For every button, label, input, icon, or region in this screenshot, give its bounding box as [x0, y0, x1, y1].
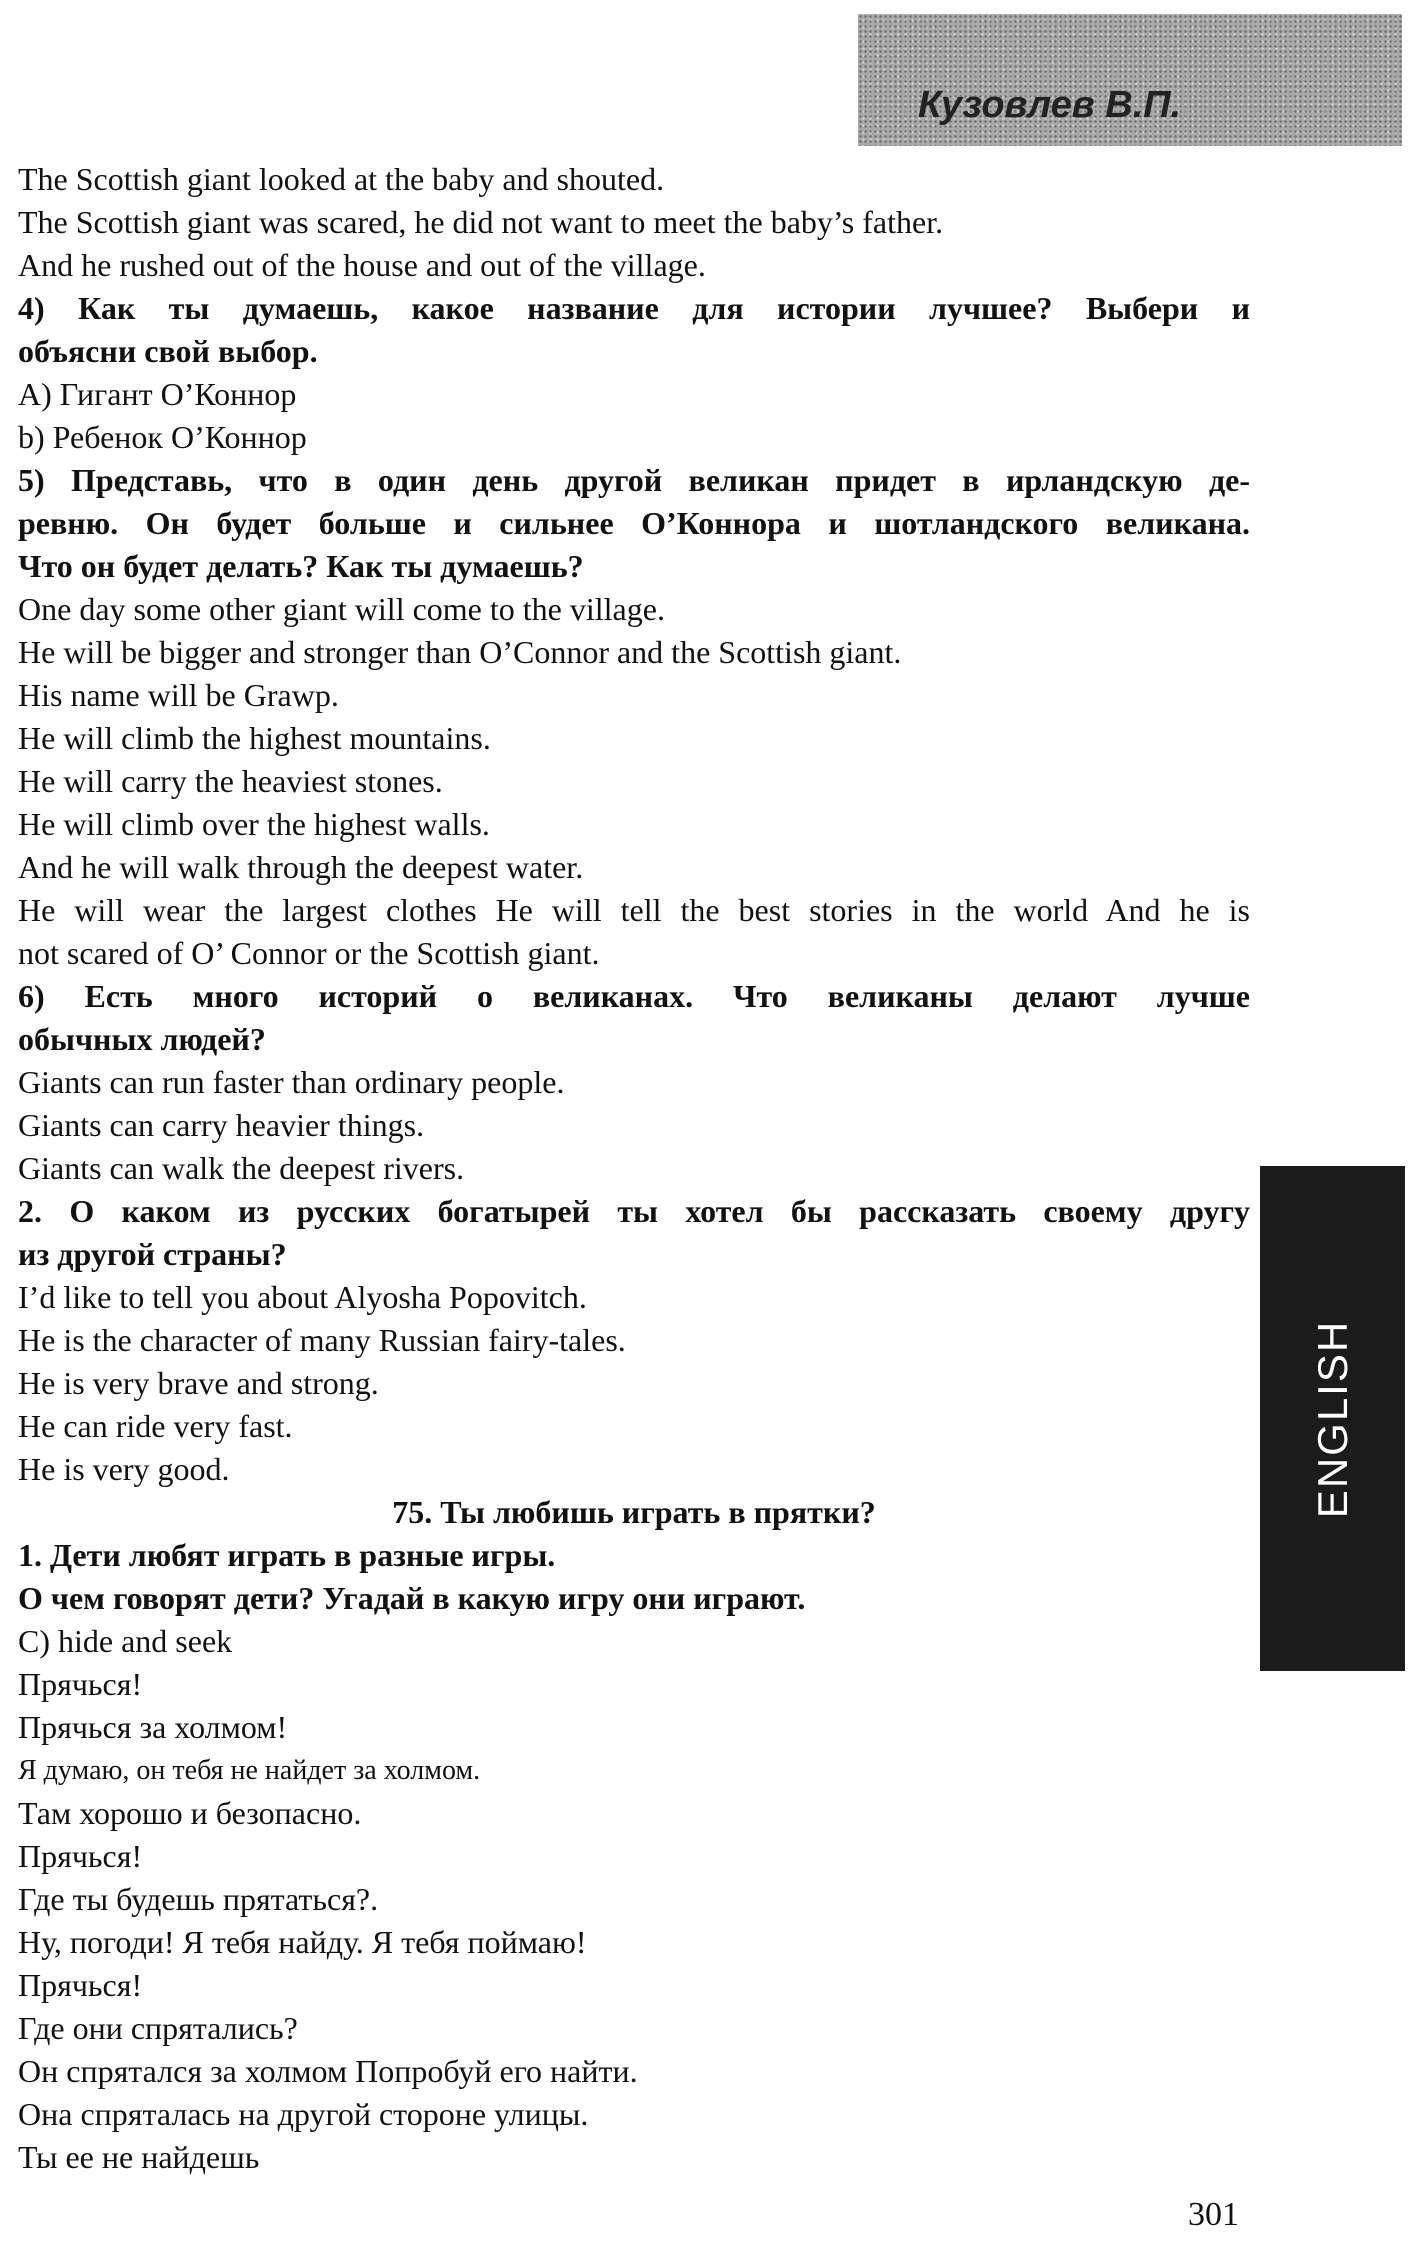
page-content: [18, 158, 1250, 2179]
text-line: Там хорошо и безопасно.: [18, 1795, 362, 1831]
text-line: Giants can run faster than ordinary people.: [18, 1064, 565, 1100]
text-line: His name will be Grawp.: [18, 677, 339, 713]
text-line: Я думаю, он тебя не найдет за холмом.: [18, 1755, 481, 1786]
text-line: C) hide and seek: [18, 1623, 233, 1659]
text-line: Прячься!: [18, 1967, 143, 2003]
text-line: Прячься!: [18, 1666, 143, 1702]
text-line: He will climb over the highest walls.: [18, 806, 490, 842]
text-line: 75. Ты любишь играть в прятки?: [392, 1494, 876, 1530]
text-line: 6) Есть много историй о великанах. Что великаны делают лучше: [18, 978, 1250, 1014]
text-line: not scared of O’ Connor or the Scottish giant.: [18, 935, 600, 971]
text-line: ревню. Он будет больше и сильнее O’Коннора и шотландского великана.: [18, 505, 1250, 541]
text-line: He will wear the largest clothes He will tell the best stories in the world And he is: [18, 892, 1250, 928]
text-line: A) Гигант O’Коннор: [18, 376, 297, 412]
text-line: 1. Дети любят играть в разные игры.: [18, 1537, 556, 1573]
side-tab-label: ENGLISH: [1308, 1319, 1356, 1518]
text-line: Он спрятался за холмом Попробуй его найти.: [18, 2053, 638, 2089]
text-line: Что он будет делать? Как ты думаешь?: [18, 548, 584, 584]
text-line: объясни свой выбор.: [18, 333, 318, 369]
text-line: О чем говорят дети? Угадай в какую игру они играют.: [18, 1580, 806, 1616]
text-line: 5) Представь, что в один день другой великан придет в ирландскую де-: [18, 462, 1250, 498]
text-line: He will be bigger and stronger than O’Connor and the Scottish giant.: [18, 634, 902, 670]
text-line: He is very good.: [18, 1451, 230, 1487]
text-line: Где они спрятались?: [18, 2010, 298, 2046]
text-line: He will climb the highest mountains.: [18, 720, 491, 756]
text-line: And he will walk through the deepest water.: [18, 849, 584, 885]
side-tab: [1260, 1166, 1405, 1671]
text-line: He will carry the heaviest stones.: [18, 763, 443, 799]
text-line: He is very brave and strong.: [18, 1365, 379, 1401]
text-line: Где ты будешь прятаться?.: [18, 1881, 379, 1917]
text-line: He is the character of many Russian fairy-tales.: [18, 1322, 626, 1358]
text-line: I’d like to tell you about Alyosha Popovitch.: [18, 1279, 587, 1315]
text-line: The Scottish giant looked at the baby and shouted.: [18, 161, 665, 197]
text-line: The Scottish giant was scared, he did not want to meet the baby’s father.: [18, 204, 944, 240]
text-line: And he rushed out of the house and out of the village.: [18, 247, 706, 283]
text-line: Giants can walk the deepest rivers.: [18, 1150, 465, 1186]
text-line: обычных людей?: [18, 1021, 266, 1057]
text-line: b) Ребенок O’Коннор: [18, 419, 307, 455]
text-line: 4) Как ты думаешь, какое название для истории лучшее? Выбери и: [18, 290, 1250, 326]
page-number: 301: [1188, 2196, 1239, 2233]
text-line: He can ride very fast.: [18, 1408, 293, 1444]
text-line: Ну, погоди! Я тебя найду. Я тебя поймаю!: [18, 1924, 587, 1960]
text-line: Прячься за холмом!: [18, 1709, 288, 1745]
text-line: Giants can carry heavier things.: [18, 1107, 425, 1143]
text-line: Она спряталась на другой стороне улицы.: [18, 2096, 589, 2132]
text-line: Ты ее не найдешь: [18, 2139, 260, 2175]
text-line: Прячься!: [18, 1838, 143, 1874]
text-line: 2. О каком из русских богатырей ты хотел бы рассказать своему другу: [18, 1193, 1250, 1229]
text-line: из другой страны?: [18, 1236, 287, 1272]
header-author: Кузовлев В.П.: [918, 84, 1182, 126]
text-line: One day some other giant will come to the village.: [18, 591, 665, 627]
